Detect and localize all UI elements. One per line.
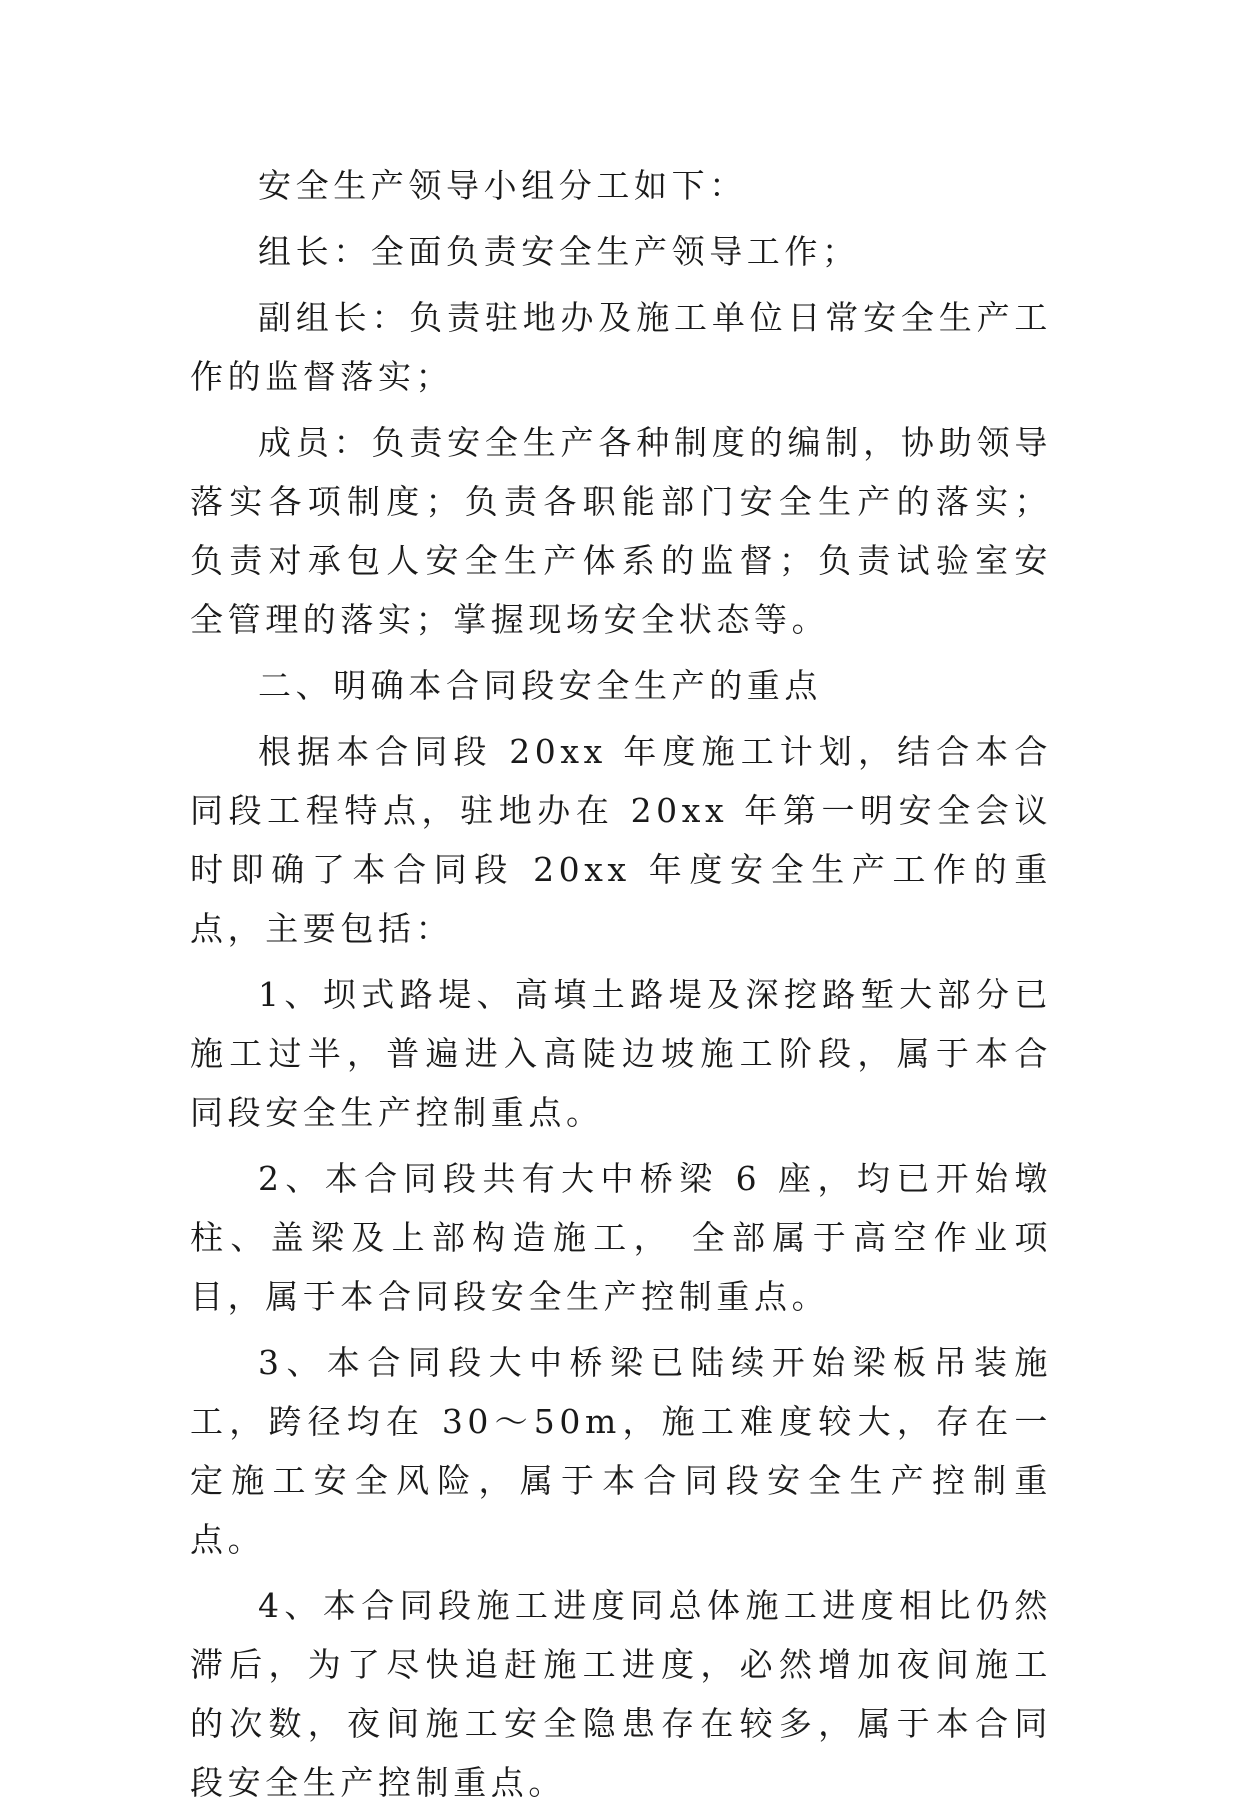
paragraph-division-of-labor-intro: 安全生产领导小组分工如下： — [258, 166, 747, 205]
list-item-1: 1、坝式路堤、高填土路堤及深挖路堑大部分已施工过半，普遍进入高陡边坡施工阶段，属于本合同段安全生产控制重点。 — [190, 975, 1052, 1132]
paragraph-team-leader: 组长：全面负责安全生产领导工作； — [258, 232, 860, 271]
document-page — [190, 156, 1052, 1819]
list-item-4: 4、本合同段施工进度同总体施工进度相比仍然滞后，为了尽快追赶施工进度，必然增加夜间施工的次数，夜间施工安全隐患存在较多，属于本合同段安全生产控制重点。 — [190, 1586, 1052, 1802]
paragraph-members: 成员：负责安全生产各种制度的编制，协助领导落实各项制度；负责各职能部门安全生产的落实；负责对承包人安全生产体系的监督；负责试验室安全管理的落实；掌握现场安全状态等。 — [190, 423, 1052, 639]
paragraph-deputy-leader: 副组长：负责驻地办及施工单位日常安全生产工作的监督落实； — [190, 298, 1052, 396]
list-item-3: 3、本合同段大中桥梁已陆续开始梁板吊装施工，跨径均在 30～50m，施工难度较大，存在一定施工安全风险，属于本合同段安全生产控制重点。 — [190, 1343, 1052, 1559]
list-item-2: 2、本合同段共有大中桥梁 6 座，均已开始墩柱、盖梁及上部构造施工， 全部属于高空作业项目，属于本合同段安全生产控制重点。 — [190, 1159, 1052, 1316]
paragraph-key-points-intro: 根据本合同段 20xx 年度施工计划，结合本合同段工程特点，驻地办在 20xx 年第一明安全会议时即确了本合同段 20xx 年度安全生产工作的重点，主要包括： — [190, 732, 1052, 948]
section-heading-key-points: 二、明确本合同段安全生产的重点 — [258, 666, 822, 705]
